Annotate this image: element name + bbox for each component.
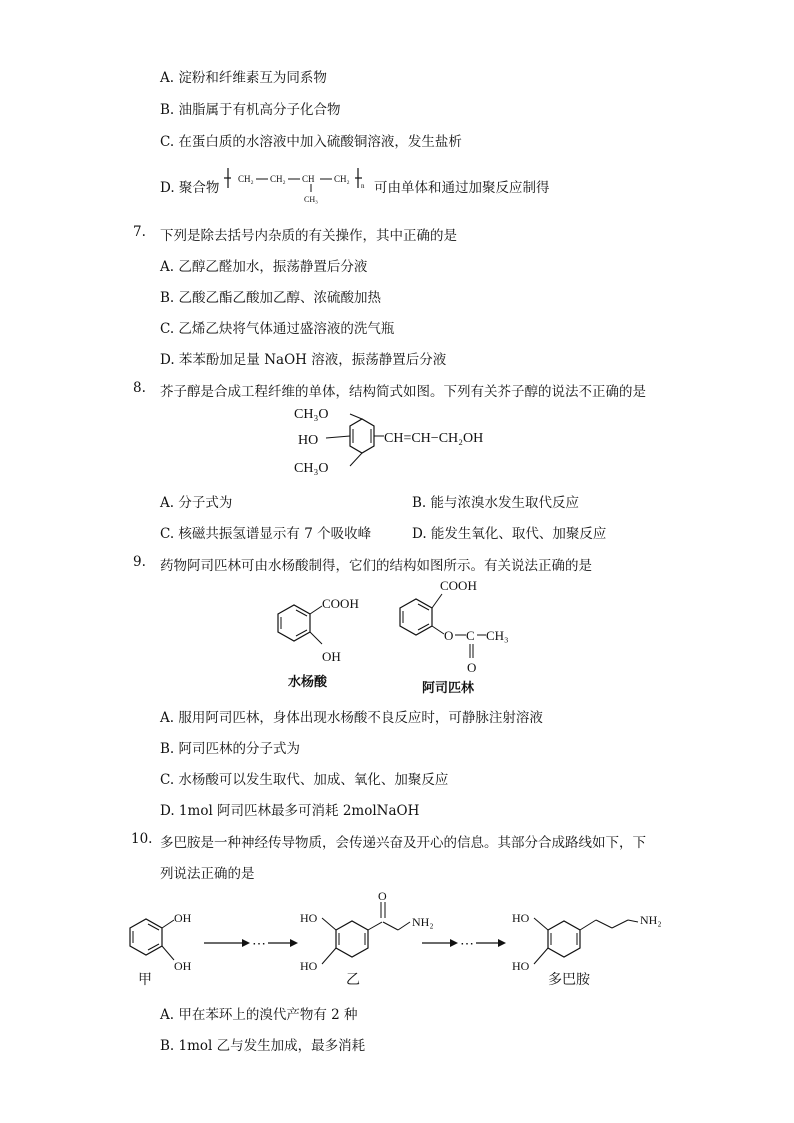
q10-number: 10. (131, 831, 153, 847)
q8-option-d: D. 能发生氧化、取代、加聚反应 (412, 526, 607, 542)
aspirin-c: C (466, 628, 475, 643)
q7-text: 下列是除去括号内杂质的有关操作，其中正确的是 (160, 228, 457, 244)
q8-option-c: C. 核磁共振氢谱显示有 7 个吸收峰 (160, 526, 372, 542)
polymer-n: n (361, 182, 365, 190)
polymer-ch2-b: CH₂ (270, 174, 286, 184)
salicylic-name: 水杨酸 (288, 674, 328, 689)
aspirin-cooh: COOH (440, 578, 477, 593)
jia-oh-1: OH (174, 911, 192, 925)
yi-name: 乙 (346, 973, 360, 988)
q10-text-line1: 多巴胺是一种神经传导物质，会传递兴奋及开心的信息。其部分合成路线如下，下 (160, 835, 646, 851)
q7-number: 7. (133, 224, 146, 240)
polymer-ch2-c: CH₂ (334, 174, 350, 184)
arrow1-dots: ⋯ (252, 937, 266, 952)
q9-text: 药物阿司匹林可由水杨酸制得，它们的结构如图所示。有关说法正确的是 (160, 558, 592, 574)
dopamine-ho-1: HO (512, 911, 530, 925)
salicylic-cooh: COOH (322, 596, 359, 611)
struct-ch3o-top: CH₃O (294, 407, 329, 422)
aspirin-structure (394, 574, 524, 696)
q8-option-b: B. 能与浓溴水发生取代反应 (412, 495, 580, 511)
polymer-ch3: CH₃ (304, 195, 318, 204)
sinapyl-alcohol-structure (290, 398, 520, 484)
q6-option-d-suffix: 可由单体和通过加聚反应制得 (374, 180, 550, 196)
salicylic-acid-structure (268, 588, 378, 694)
dopamine-ho-2: HO (512, 959, 530, 973)
arrow2-dots: ⋯ (460, 937, 474, 952)
q6-option-a: A. 淀粉和纤维素互为同系物 (160, 70, 327, 86)
dopamine-name: 多巴胺 (548, 973, 590, 988)
q7-option-a: A. 乙醇乙醛加水，振荡静置后分液 (160, 259, 368, 275)
q10-text-line2: 列说法正确的是 (160, 866, 255, 882)
q9-option-d: D. 1mol 阿司匹林最多可消耗 2molNaOH (160, 803, 420, 819)
polymer-ch2-a: CH₂ (238, 174, 254, 184)
q6-option-d-prefix: D. 聚合物 (160, 180, 220, 196)
dopamine-synthesis-scheme (124, 888, 668, 992)
aspirin-ch3: CH₃ (486, 628, 509, 643)
q9-option-b: B. 阿司匹林的分子式为 (160, 741, 301, 757)
aspirin-carbonyl-o: O (467, 660, 477, 675)
polymer-ch: CH (302, 174, 315, 184)
polymer-structure (224, 164, 374, 206)
aspirin-name: 阿司匹林 (422, 680, 475, 695)
q7-option-d: D. 苯苯酚加足量 NaOH 溶液，振荡静置后分液 (160, 352, 447, 368)
q10-option-a: A. 甲在苯环上的溴代产物有 2 种 (160, 1007, 358, 1023)
q8-option-a: A. 分子式为 (160, 495, 233, 511)
jia-oh-2: OH (174, 959, 192, 973)
q10-option-b: B. 1mol 乙与发生加成，最多消耗 (160, 1038, 366, 1054)
q9-number: 9. (133, 554, 146, 570)
yi-ho-1: HO (300, 911, 318, 925)
q8-text: 芥子醇是合成工程纤维的单体，结构简式如图。下列有关芥子醇的说法不正确的是 (160, 384, 646, 400)
yi-carbonyl-o: O (378, 889, 387, 903)
q8-number: 8. (133, 380, 146, 396)
yi-nh2: NH₂ (412, 915, 434, 929)
struct-chain: CH=CH−CH₂OH (384, 431, 484, 446)
q9-option-a: A. 服用阿司匹林，身体出现水杨酸不良反应时，可静脉注射溶液 (160, 710, 543, 726)
q7-option-c: C. 乙烯乙炔将气体通过盛溶液的洗气瓶 (160, 321, 395, 337)
q9-option-c: C. 水杨酸可以发生取代、加成、氧化、加聚反应 (160, 772, 449, 788)
aspirin-o: O (444, 628, 454, 643)
dopamine-nh2: NH₂ (640, 913, 662, 927)
jia-name: 甲 (138, 973, 152, 988)
q6-option-c: C. 在蛋白质的水溶液中加入硫酸铜溶液，发生盐析 (160, 134, 462, 150)
yi-ho-2: HO (300, 959, 318, 973)
struct-ch3o-bot: CH₃O (294, 461, 329, 476)
salicylic-oh: OH (322, 649, 341, 664)
q6-option-b: B. 油脂属于有机高分子化合物 (160, 102, 341, 118)
q7-option-b: B. 乙酸乙酯乙酸加乙醇、浓硫酸加热 (160, 290, 382, 306)
struct-ho: HO (298, 433, 319, 448)
